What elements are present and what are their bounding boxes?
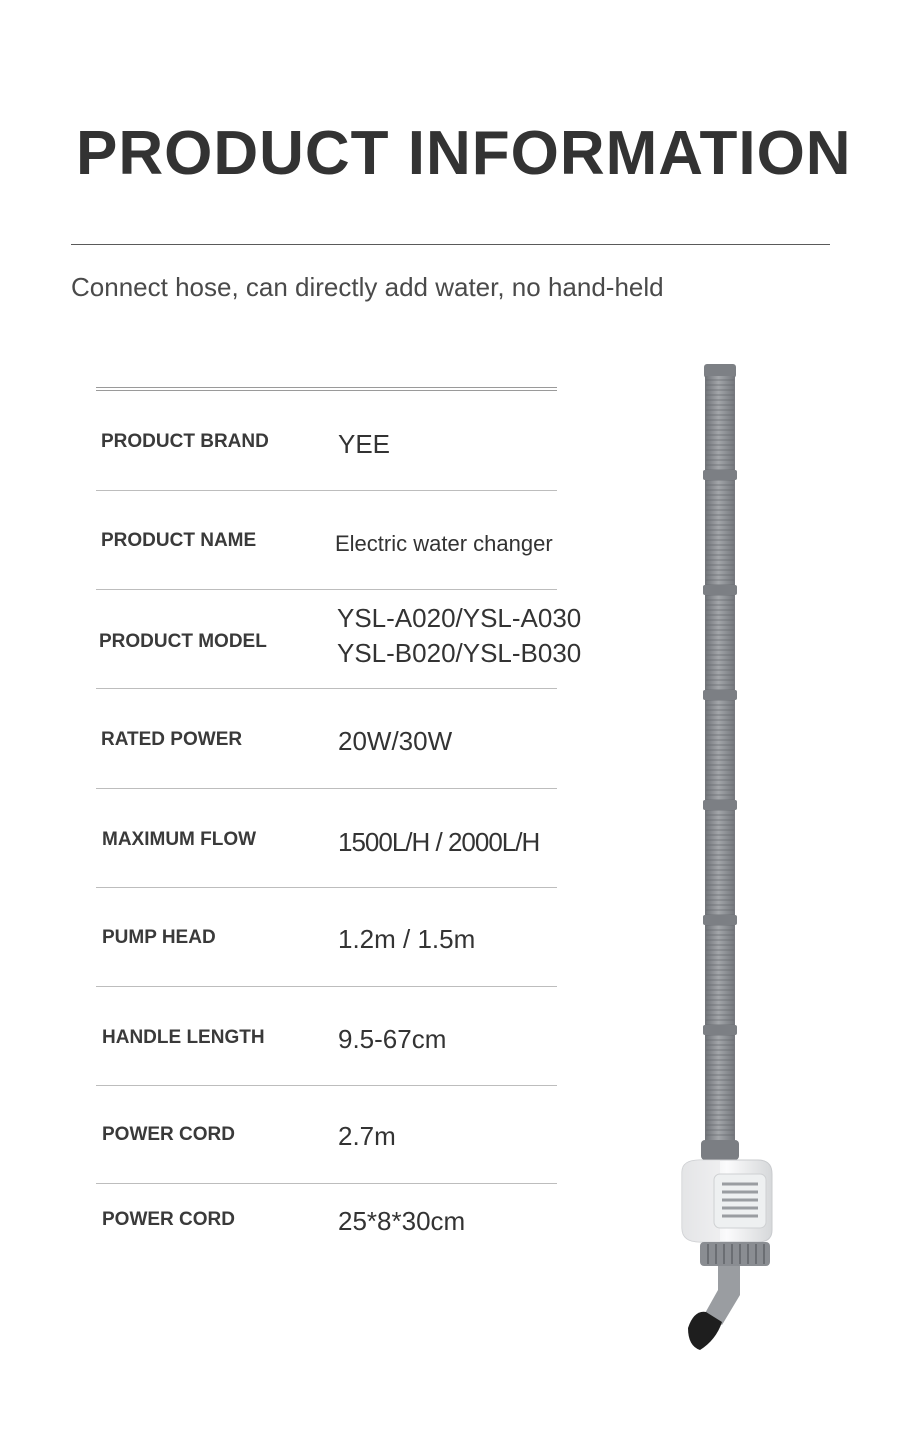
- spec-label-cord: POWER CORD: [102, 1124, 235, 1145]
- lower-collar: [700, 1242, 770, 1266]
- table-top-divider: [96, 390, 557, 391]
- row-divider: [96, 788, 557, 789]
- spec-value-brand: YEE: [338, 429, 391, 459]
- spec-label-name: PRODUCT NAME: [101, 530, 257, 551]
- spec-value-handle: 9.5-67cm: [338, 1024, 447, 1054]
- spec-label-brand: PRODUCT BRAND: [101, 431, 269, 452]
- spec-label-head: PUMP HEAD: [102, 927, 216, 948]
- water-changer-pump-illustration: [660, 360, 790, 1360]
- spec-value-model-line1: YSL-A020/YSL-A030: [337, 603, 582, 633]
- title-divider: [71, 244, 830, 245]
- spec-value-name: Electric water changer: [335, 531, 553, 556]
- row-divider: [96, 1183, 557, 1184]
- row-divider: [96, 490, 557, 491]
- page-title: PRODUCT INFORMATION: [76, 119, 852, 188]
- spec-value-model-line2: YSL-B020/YSL-B030: [337, 638, 582, 668]
- row-divider: [96, 1085, 557, 1086]
- page-subtitle: Connect hose, can directly add water, no hand-held: [71, 272, 664, 302]
- spec-label-handle: HANDLE LENGTH: [102, 1027, 265, 1048]
- spec-value-size: 25*8*30cm: [338, 1206, 466, 1236]
- spec-label-power: RATED POWER: [101, 729, 243, 750]
- row-divider: [96, 887, 557, 888]
- row-divider: [96, 688, 557, 689]
- row-divider: [96, 986, 557, 987]
- row-divider: [96, 589, 557, 590]
- table-top-divider: [96, 387, 557, 388]
- tube-cap: [704, 364, 736, 378]
- spec-label-model: PRODUCT MODEL: [99, 631, 267, 652]
- spec-value-power: 20W/30W: [338, 726, 453, 756]
- extension-tube: [705, 376, 735, 1156]
- spec-label-flow: MAXIMUM FLOW: [102, 829, 257, 850]
- tube-connector: [701, 1140, 739, 1160]
- spec-label-size: POWER CORD: [102, 1209, 235, 1230]
- spec-value-flow: 1500L/H / 2000L/H: [338, 827, 540, 857]
- spec-value-cord: 2.7m: [338, 1121, 396, 1151]
- spec-value-head: 1.2m / 1.5m: [338, 924, 476, 954]
